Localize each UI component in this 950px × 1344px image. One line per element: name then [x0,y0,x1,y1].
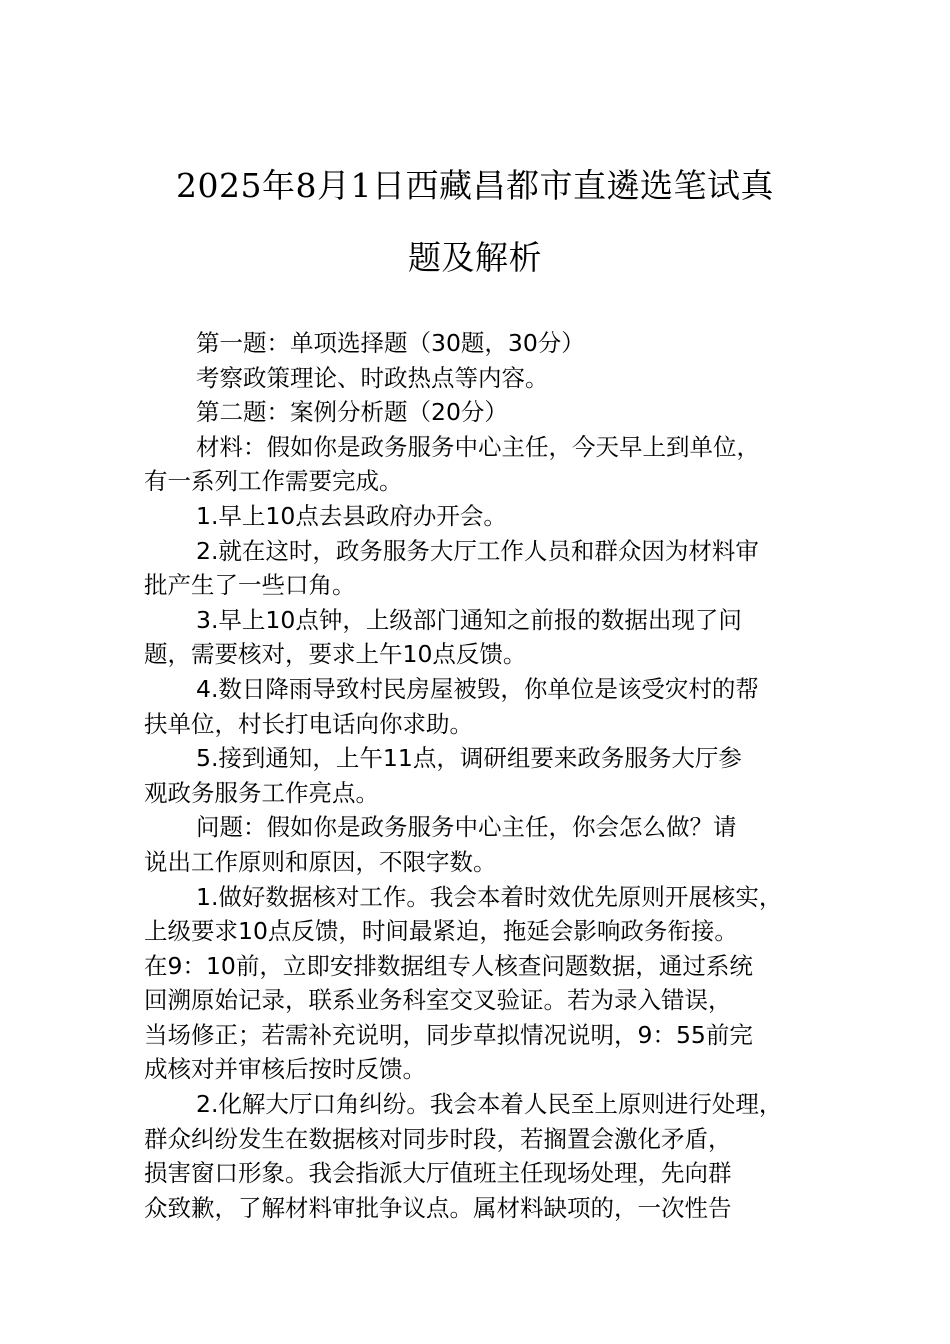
list-item-line: 题，需要核对，要求上午10点反馈。 [144,640,527,669]
list-item-line: 观政务服务工作亮点。 [144,778,379,807]
document-title-line-1: 2025年8月1日西藏昌都市直遴选笔试真 [176,166,774,205]
answer-line: 上级要求10点反馈，时间最紧迫，拖延会影响政务衔接。 [144,917,738,946]
answer-line: 损害窗口形象。我会指派大厅值班主任现场处理，先向群 [144,1159,732,1188]
answer-line: 成核对并审核后按时反馈。 [144,1055,426,1084]
question-line: 问题：假如你是政务服务中心主任，你会怎么做？请 [196,813,737,842]
list-item-line: 1.早上10点去县政府办开会。 [196,501,507,530]
paragraph-line: 材料：假如你是政务服务中心主任，今天早上到单位， [196,432,760,461]
answer-line: 众致歉，了解材料审批争议点。属材料缺项的，一次性告 [144,1193,732,1222]
answer-line: 在9：10前，立即安排数据组专人核查问题数据，通过系统 [144,951,753,980]
list-item-line: 5.接到通知，上午11点，调研组要来政务服务大厅参 [196,744,742,773]
answer-line: 回溯原始记录，联系业务科室交叉验证。若为录入错误， [144,986,732,1015]
answer-line: 2.化解大厅口角纠纷。我会本着人民至上原则进行处理， [196,1090,783,1119]
document-body [144,326,834,1225]
list-item-line: 扶单位，村长打电话向你求助。 [144,709,473,738]
answer-line: 当场修正；若需补充说明，同步草拟情况说明，9：55前完 [144,1020,753,1049]
answer-line: 1.做好数据核对工作。我会本着时效优先原则开展核实， [196,882,783,911]
list-item-line: 2.就在这时，政务服务大厅工作人员和群众因为材料审 [196,536,759,565]
list-item-line: 批产生了一些口角。 [144,571,356,600]
paragraph-line: 考察政策理论、时政热点等内容。 [196,363,549,392]
question-line: 说出工作原则和原因，不限字数。 [144,847,497,876]
document-title-line-2: 题及解析 [408,238,542,277]
answer-line: 群众纠纷发生在数据核对同步时段，若搁置会激化矛盾， [144,1124,732,1153]
section-heading-single-choice: 第一题：单项选择题（30题，30分） [196,329,585,357]
list-item-line: 3.早上10点钟，上级部门通知之前报的数据出现了问 [196,605,742,634]
list-item-line: 4.数日降雨导致村民房屋被毁，你单位是该受灾村的帮 [196,674,759,703]
paragraph-line: 有一系列工作需要完成。 [144,467,403,496]
section-heading-case-analysis: 第二题：案例分析题（20分） [196,398,508,427]
